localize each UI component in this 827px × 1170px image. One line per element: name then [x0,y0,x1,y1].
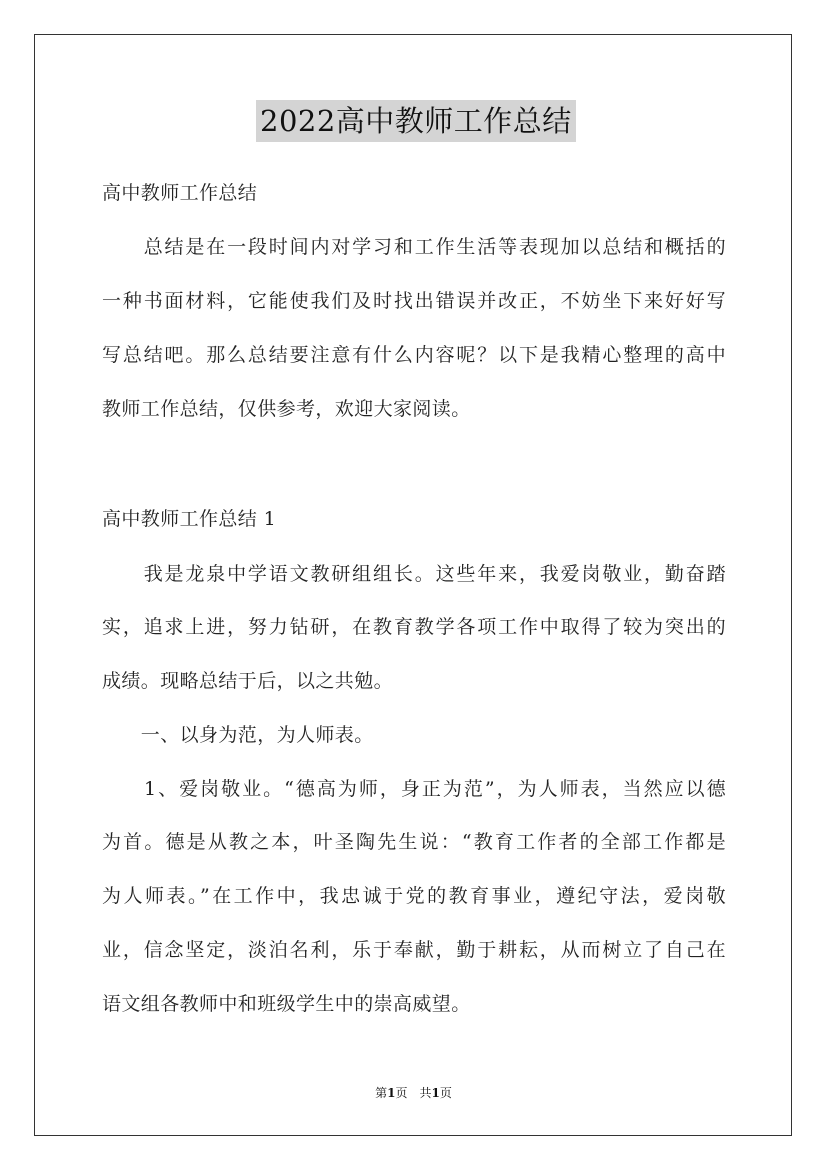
footer-total-pages: 1 [431,1086,440,1100]
paragraph-line: 实，追求上进，努力钻研，在教育教学各项工作中取得了较为突出的 [102,616,726,638]
paragraph-line: 教师工作总结，仅供参考，欢迎大家阅读。 [102,398,471,420]
footer-page-number: 1 [387,1086,396,1100]
footer-mid: 页 共 [395,1086,432,1100]
paragraph-line: 总结是在一段时间内对学习和工作生活等表现加以总结和概括的 [102,236,726,258]
paragraph-line: 为首。德是从教之本，叶圣陶先生说：“教育工作者的全部工作都是 [102,831,726,853]
paragraph-line: 语文组各教师中和班级学生中的崇高威望。 [102,993,471,1015]
page-footer [0,1084,827,1101]
paragraph-line: 一种书面材料，它能使我们及时找出错误并改正，不妨坐下来好好写 [102,290,726,312]
paragraph-line: 为人师表。”在工作中，我忠诚于党的教育事业，遵纪守法，爱岗敬 [102,885,726,907]
paragraph-line: 1、爱岗敬业。“德高为师，身正为范”，为人师表，当然应以德 [102,778,726,800]
subheading: 高中教师工作总结 [102,182,258,204]
paragraph-line: 写总结吧。那么总结要注意有什么内容呢？以下是我精心整理的高中 [102,344,726,366]
paragraph-line: 成绩。现略总结于后，以之共勉。 [102,670,394,692]
section-heading: 高中教师工作总结 1 [102,508,277,530]
footer-prefix: 第 [375,1086,388,1100]
paragraph-line: 业，信念坚定，淡泊名利，乐于奉献，勤于耕耘，从而树立了自己在 [102,939,726,961]
document-title: 2022高中教师工作总结 [256,100,576,142]
paragraph-line: 一、以身为范，为人师表。 [102,724,374,746]
paragraph-line: 我是龙泉中学语文教研组组长。这些年来，我爱岗敬业，勤奋踏 [102,563,726,585]
footer-suffix: 页 [439,1086,452,1100]
